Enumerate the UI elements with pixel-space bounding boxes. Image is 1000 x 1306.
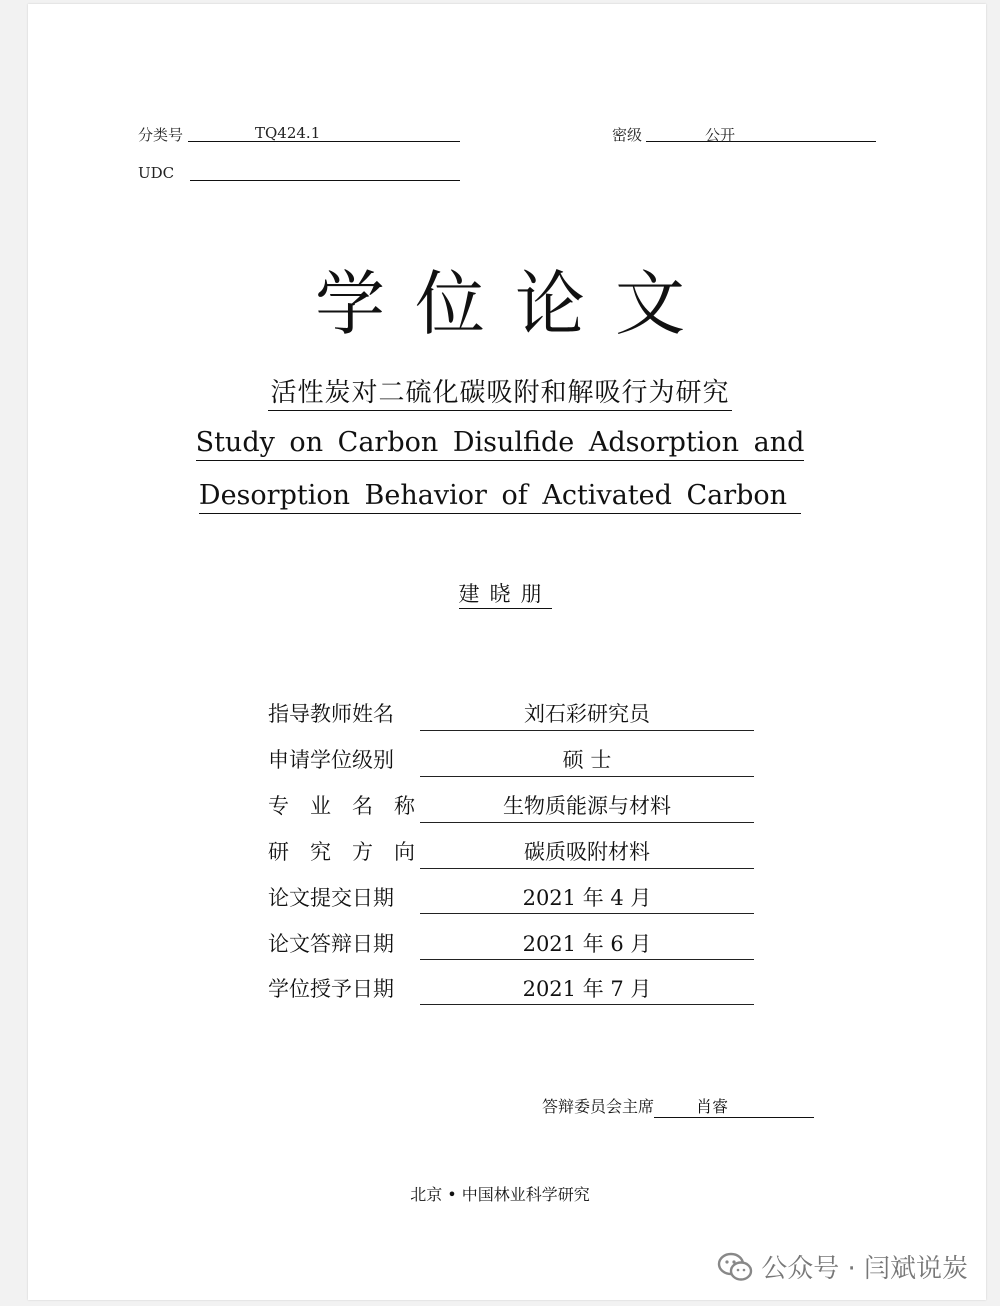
classification-underline <box>188 141 460 142</box>
committee-label: 答辩委员会主席 <box>542 1097 655 1116</box>
place-institution: 北京 • 中国林业科学研究 <box>410 1185 590 1204</box>
watermark-text: 公众号 · 闫斌说炭 <box>761 1254 968 1284</box>
classification-label: 分类号 <box>138 126 184 144</box>
udc-underline <box>190 180 460 181</box>
info-label-advisor: 指导教师姓名 <box>268 702 394 726</box>
thesis-title-en-1-text: Study on Carbon Disulfide Adsorption and <box>196 427 805 461</box>
info-value-award-date: 2021 年 7 月 <box>522 977 652 1001</box>
info-line <box>420 959 754 960</box>
secrecy-label: 密级 <box>612 126 643 144</box>
secrecy-value: 公开 <box>705 126 736 144</box>
wechat-icon <box>717 1251 753 1283</box>
committee-value: 肖睿 <box>654 1094 814 1118</box>
info-value-major: 生物质能源与材料 <box>503 794 671 818</box>
thesis-title-cn-text: 活性炭对二硫化碳吸附和解吸行为研究 <box>268 378 731 411</box>
thesis-title-cn <box>0 372 1000 409</box>
secrecy-underline <box>646 141 876 142</box>
committee-chair <box>542 1094 814 1118</box>
info-label-direction: 研究方向 <box>268 840 436 864</box>
classification-value: TQ424.1 <box>255 124 321 142</box>
info-label-degree: 申请学位级别 <box>268 748 394 772</box>
info-value-defense-date: 2021 年 6 月 <box>522 932 652 956</box>
info-label-award-date: 学位授予日期 <box>268 977 394 1001</box>
watermark <box>717 1248 968 1285</box>
info-value-degree: 硕 士 <box>562 748 612 772</box>
info-value-direction: 碳质吸附材料 <box>524 840 650 864</box>
info-label-submission-date: 论文提交日期 <box>268 886 394 910</box>
info-label-defense-date: 论文答辩日期 <box>268 932 394 956</box>
author-name: 建晓朋 <box>459 582 552 609</box>
thesis-title-en-2-text: Desorption Behavior of Activated Carbon <box>199 480 801 514</box>
info-line <box>420 730 754 731</box>
info-label-major: 专业名称 <box>268 794 436 818</box>
info-line <box>420 822 754 823</box>
info-line <box>420 913 754 914</box>
document-page <box>28 4 986 1300</box>
info-line <box>420 1004 754 1005</box>
info-value-submission-date: 2021 年 4 月 <box>522 886 652 910</box>
udc-label: UDC <box>138 164 175 182</box>
info-line <box>420 868 754 869</box>
thesis-title-en-1 <box>0 427 1000 458</box>
author <box>0 578 1000 608</box>
info-value-advisor: 刘石彩研究员 <box>524 702 650 726</box>
info-line <box>420 776 754 777</box>
document-type-title: 学位论文 <box>315 263 715 345</box>
thesis-title-en-2 <box>0 480 1000 511</box>
